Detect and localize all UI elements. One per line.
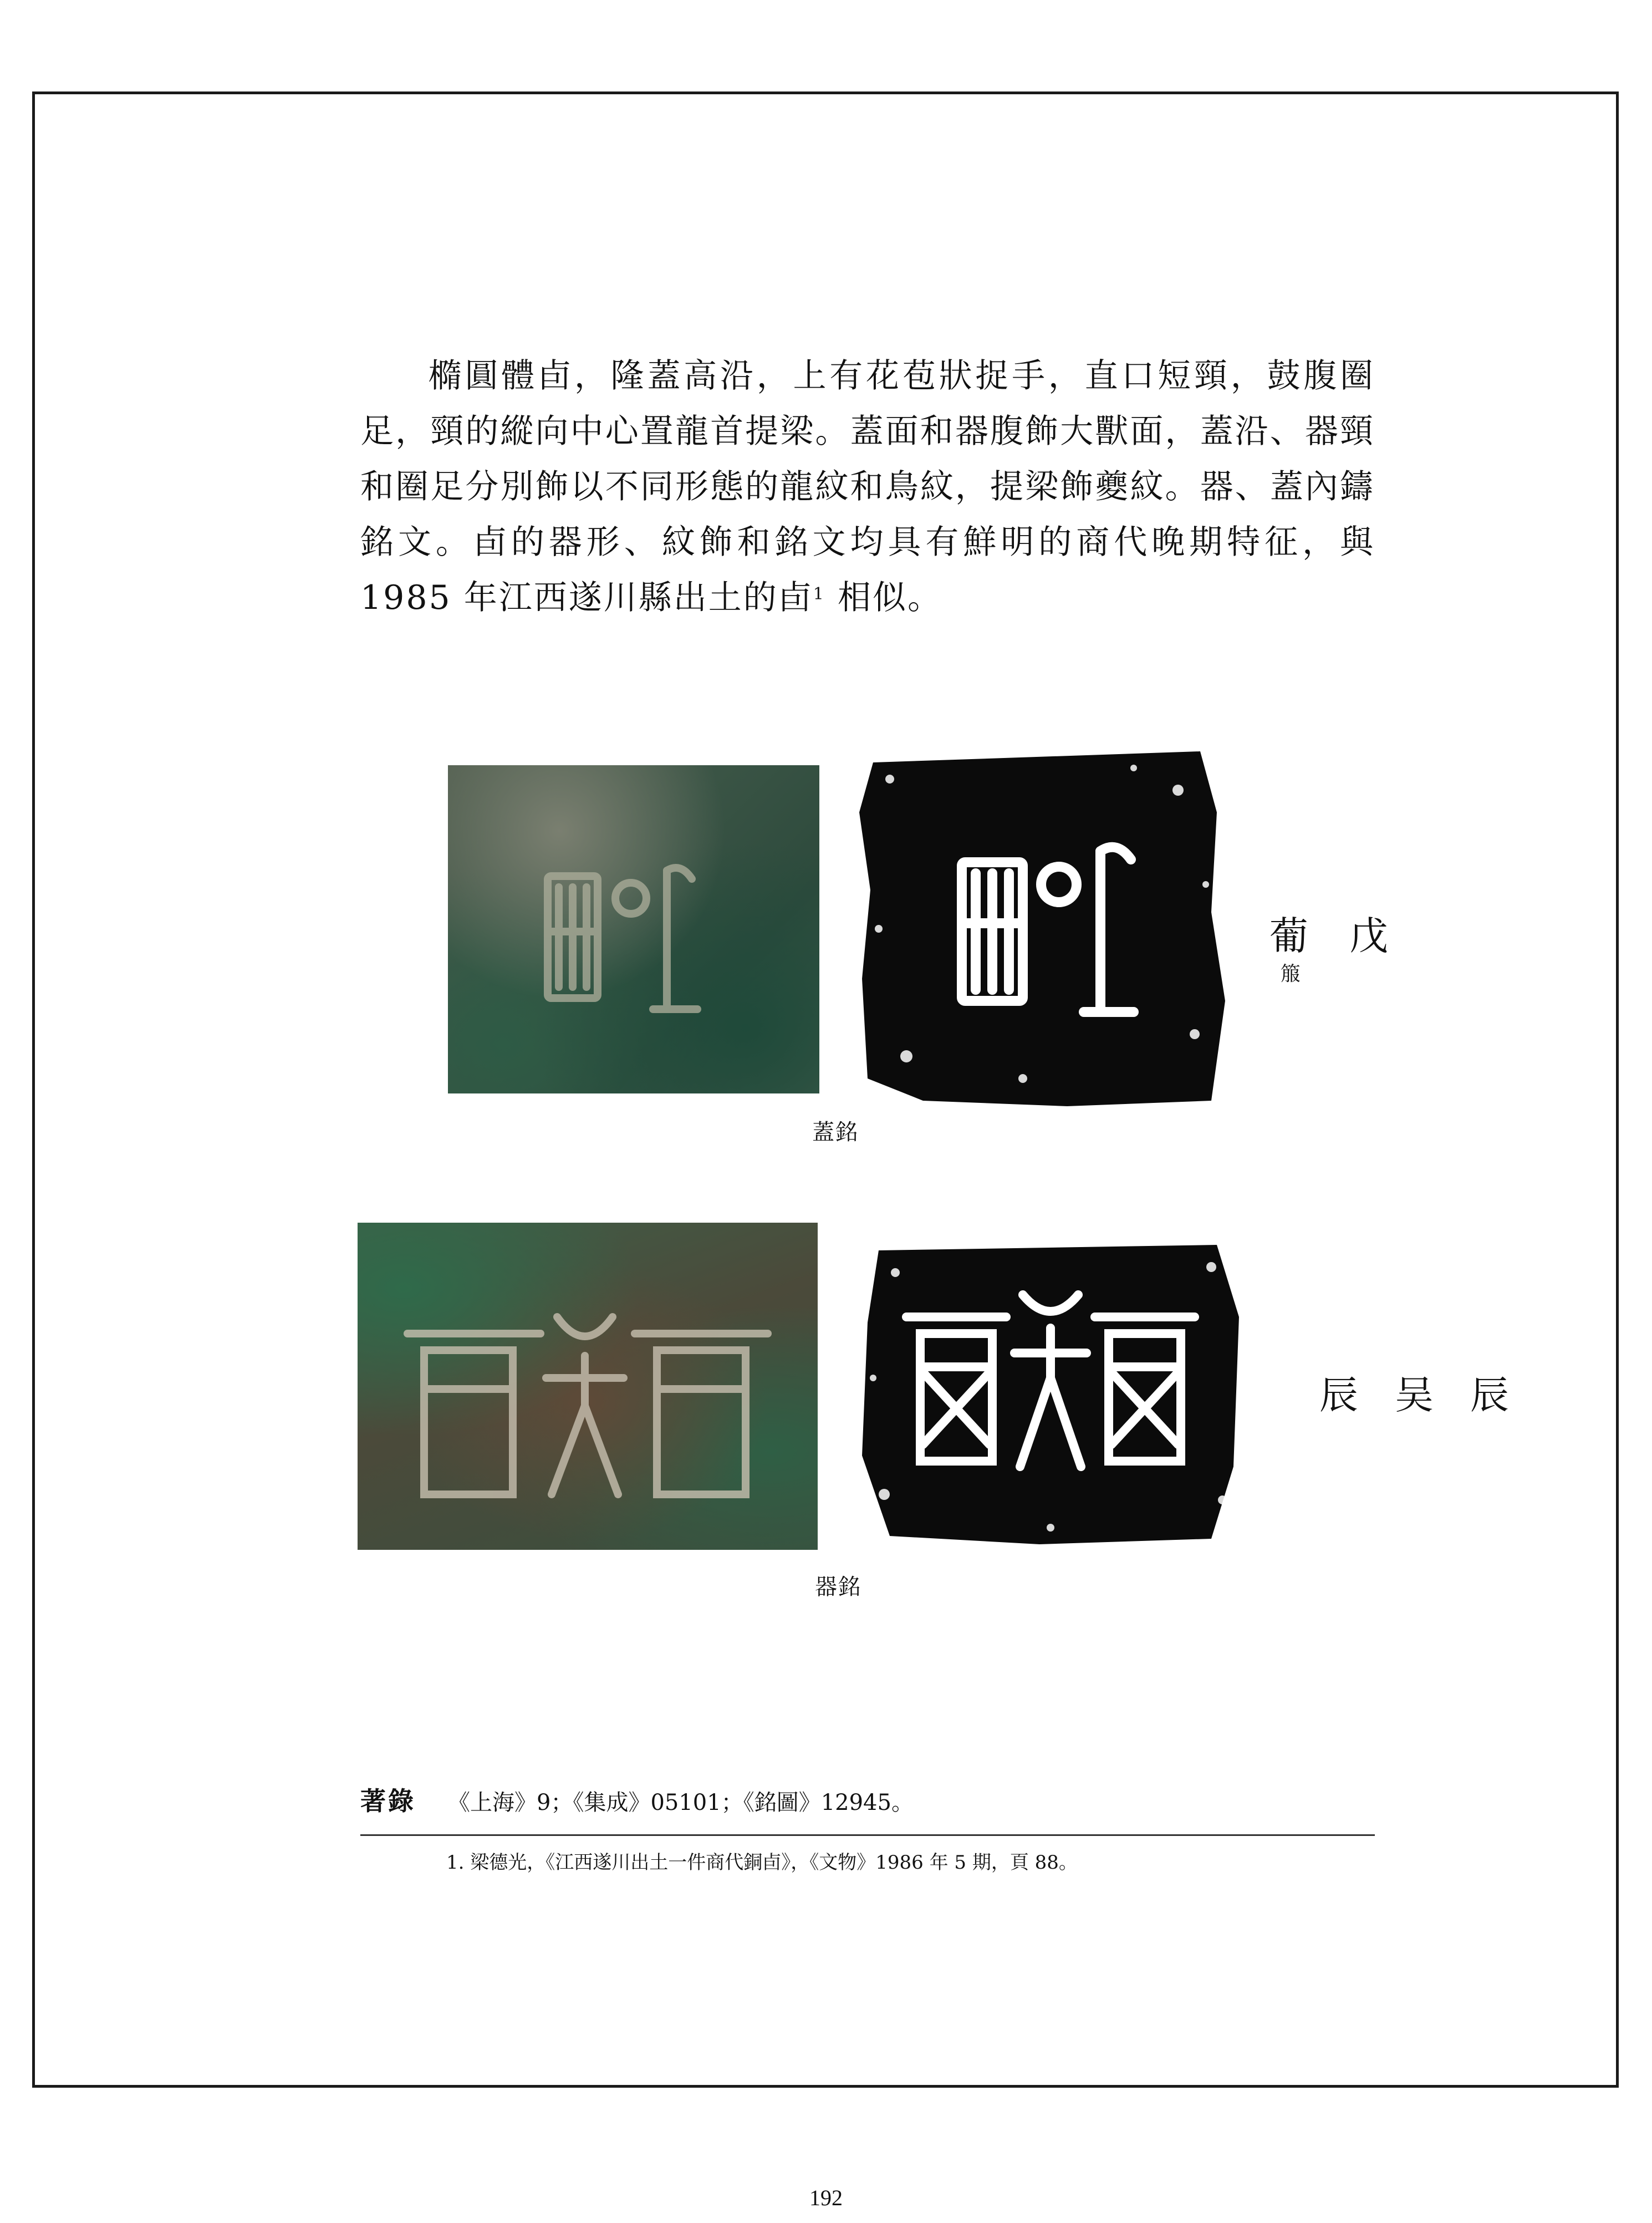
lid-transcription-char: 戊 xyxy=(1349,913,1390,959)
footnote-reference[interactable]: 1 xyxy=(813,584,825,604)
description-text-end: 相似。 xyxy=(825,578,942,617)
lid-inscription-caption: 蓋銘 xyxy=(812,1120,859,1145)
lid-rubbing-svg xyxy=(856,746,1228,1112)
vessel-inscription-photo xyxy=(358,1223,818,1550)
vessel-transcription-char: 辰 xyxy=(1319,1372,1360,1418)
footnote: 1. 梁德光，《江西遂川出土一件商代銅卣》，《文物》1986 年 5 期，頁 88。 xyxy=(446,1851,1078,1874)
bibliography-label: 著錄 xyxy=(360,1786,416,1816)
footnote-divider xyxy=(360,1834,1375,1836)
vessel-inscription-rubbing xyxy=(856,1234,1245,1547)
vessel-transcription-char: 辰 xyxy=(1470,1372,1511,1418)
vessel-transcription-char: 吴 xyxy=(1395,1372,1436,1418)
lid-inscription-rubbing xyxy=(856,746,1228,1112)
description-paragraph xyxy=(360,348,1375,625)
lid-inscription-photo-glyphs xyxy=(448,765,819,1093)
lid-transcription-char: 葡 xyxy=(1269,913,1311,959)
bibliography xyxy=(360,1784,1375,1819)
vessel-inscription-caption: 器銘 xyxy=(815,1574,861,1600)
bibliography-text: 《上海》9；《集成》05101；《銘圖》12945。 xyxy=(448,1790,914,1815)
vessel-transcription xyxy=(1319,1364,1546,1420)
vessel-inscription-photo-glyphs xyxy=(358,1223,818,1550)
lid-transcription-gloss: 箙 xyxy=(1281,963,1301,985)
page-number: 192 xyxy=(809,2185,843,2210)
lid-transcription xyxy=(1269,905,1429,961)
vessel-rubbing-svg xyxy=(856,1234,1245,1547)
lid-inscription-photo xyxy=(448,765,819,1093)
description-text: 橢圓體卣，隆蓋高沿，上有花苞狀捉手，直口短頸，鼓腹圈足，頸的縱向中心置龍首提梁。蓋面和器腹飾大獸面，蓋沿、器頸和圈足分別飾以不同形態的龍紋和鳥紋，提梁飾夔紋。器、蓋內鑄銘文。卣的器形、紋飾和銘文均具有鮮明的商代晚期特征，與 1985 年江西遂川縣出土的卣 xyxy=(360,357,1375,617)
